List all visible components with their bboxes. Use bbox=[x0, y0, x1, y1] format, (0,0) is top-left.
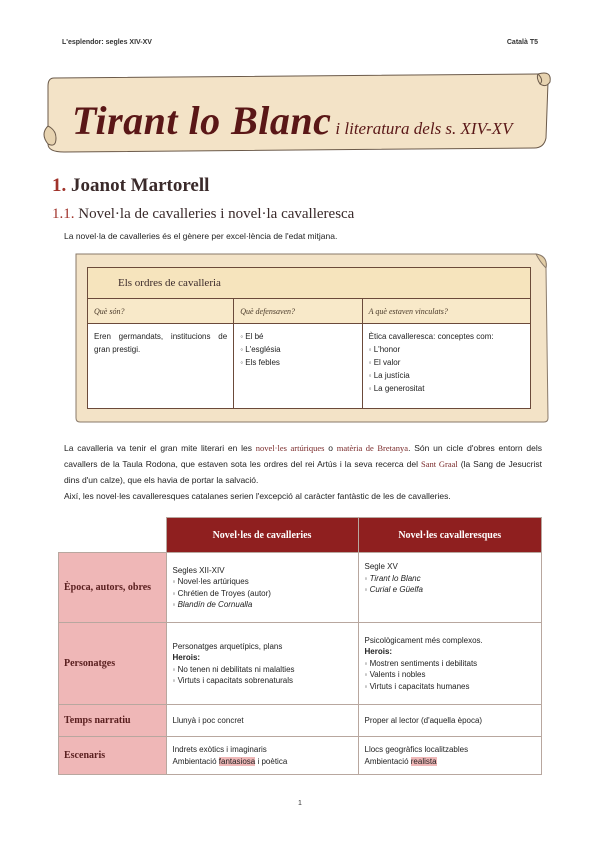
list-item: ◦ L'honor bbox=[369, 343, 524, 356]
cell-subheading: Herois: bbox=[364, 647, 393, 657]
header-left: L'esplendor: segles XIV-XV bbox=[62, 39, 152, 46]
list-item: ◦ No tenen ni debilitats ni malalties bbox=[173, 664, 352, 676]
cell-heading: Psicològicament més complexos. bbox=[364, 635, 483, 645]
subsection-number: 1.1. bbox=[52, 206, 75, 222]
body-paragraph bbox=[64, 440, 542, 504]
cell-personatges-b bbox=[358, 623, 542, 705]
cell-epoca-b bbox=[358, 553, 542, 623]
list-item: ◦ Virtuts i capacitats humanes bbox=[365, 681, 536, 693]
list-item: ◦ La justícia bbox=[369, 369, 524, 382]
orders-header-what: Què són? bbox=[88, 299, 234, 324]
subsection-title: Novel·la de cavalleries i novel·la cavalleresca bbox=[78, 206, 355, 222]
subsection-heading-1-1 bbox=[52, 206, 354, 223]
row-header-escenaris: Escenaris bbox=[59, 737, 167, 775]
paragraph-text: o bbox=[328, 443, 333, 453]
cell-epoca-a bbox=[166, 553, 358, 623]
list-item: ◦ Mostren sentiments i debilitats bbox=[365, 658, 536, 670]
paragraph-text: (la Sang de Jesucrist dins d'un calze), que els havia de portar la salvació. bbox=[64, 459, 543, 485]
paragraph-conclusion: Així, les novel·les cavalleresques catalanes serien l'excepció al caràcter fantàstic de les de cavalleries. bbox=[64, 491, 451, 501]
table-row bbox=[59, 737, 542, 775]
list-item: ◦ Tirant lo Blanc bbox=[365, 573, 536, 585]
table-row bbox=[59, 623, 542, 705]
table-row bbox=[59, 705, 542, 737]
page-number: 1 bbox=[298, 800, 302, 807]
cell-escenaris-a bbox=[166, 737, 358, 775]
orders-table bbox=[87, 267, 531, 409]
list-item: ◦ Virtuts i capacitats sobrenaturals bbox=[173, 675, 352, 687]
list-item: ◦ El bé bbox=[240, 330, 355, 343]
paragraph-text: La cavalleria va tenir el gran mite literari en les bbox=[64, 443, 253, 453]
column-header-cavalleresques: Novel·les cavalleresques bbox=[358, 518, 542, 553]
orders-cell-defended bbox=[234, 324, 362, 409]
row-header-epoca: Època, autors, obres bbox=[59, 553, 167, 623]
row-header-personatges: Personatges bbox=[59, 623, 167, 705]
column-header-cavalleries: Novel·les de cavalleries bbox=[166, 518, 358, 553]
header-right: Català T5 bbox=[506, 39, 538, 46]
banner-title bbox=[72, 97, 512, 144]
list-item: ◦ Els febles bbox=[240, 356, 355, 369]
term-arthurian: novel·les artúriques bbox=[255, 443, 325, 453]
term-holy-grail: Sant Graal bbox=[421, 459, 458, 469]
cell-temps-b: Proper al lector (d'aquella època) bbox=[358, 705, 542, 737]
cell-temps-a: Llunyà i poc concret bbox=[166, 705, 358, 737]
list-item: ◦ Chrétien de Troyes (autor) bbox=[173, 588, 352, 600]
banner-main-title: Tirant lo Blanc bbox=[72, 98, 332, 143]
orders-cell-what: Eren germandats, institucions de gran prestigi. bbox=[88, 324, 234, 409]
cell-line bbox=[365, 756, 536, 768]
cell-line: Llocs geogràfics localitzables bbox=[364, 745, 469, 754]
cell-line bbox=[173, 756, 352, 768]
cell-heading: Segle XV bbox=[364, 562, 398, 571]
orders-table-title: Els ordres de cavalleria bbox=[88, 268, 531, 299]
cell-text: Ambientació bbox=[172, 756, 217, 766]
table-corner bbox=[59, 518, 167, 553]
row-header-temps: Temps narratiu bbox=[59, 705, 167, 737]
cell-personatges-a bbox=[166, 623, 358, 705]
term-brittany: matèria de Bretanya bbox=[336, 443, 409, 453]
banner-subtitle: i literatura dels s. XIV-XV bbox=[335, 119, 513, 138]
table-row bbox=[59, 553, 542, 623]
list-item: ◦ La generositat bbox=[369, 382, 524, 395]
cell-text: i poètica bbox=[257, 756, 288, 766]
intro-text: La novel·la de cavalleries és el gènere per excel·lència de l'edat mitjana. bbox=[64, 231, 338, 241]
paragraph-text: . Són un cicle d'obres entorn dels cavallers de la Taula Rodona, que estaven sota les ordres del rei Artús i la seva recerca del bbox=[64, 443, 542, 469]
highlighted-term: fantasiosa bbox=[218, 756, 256, 766]
cell-text: Ambientació bbox=[364, 756, 409, 766]
orders-ethics-intro: Ètica cavalleresca: conceptes com: bbox=[368, 332, 494, 341]
list-item: ◦ Blandín de Cornualla bbox=[173, 599, 352, 611]
orders-header-defended: Què defensaven? bbox=[234, 299, 362, 324]
cell-escenaris-b bbox=[358, 737, 542, 775]
list-item: ◦ Novel·les artúriques bbox=[173, 576, 352, 588]
highlighted-term: realista bbox=[410, 756, 437, 766]
orders-cell-linked bbox=[362, 324, 530, 409]
cell-line: Indrets exòtics i imaginaris bbox=[172, 745, 267, 754]
list-item: ◦ Curial e Güelfa bbox=[365, 584, 536, 596]
cell-heading: Personatges arquetípics, plans bbox=[172, 641, 283, 651]
list-item: ◦ L'església bbox=[240, 343, 355, 356]
list-item: ◦ El valor bbox=[369, 356, 524, 369]
cell-heading: Segles XII-XIV bbox=[172, 565, 225, 575]
orders-header-linked: A què estaven vinculats? bbox=[362, 299, 530, 324]
section-title: Joanot Martorell bbox=[71, 175, 210, 196]
list-item: ◦ Valents i nobles bbox=[365, 669, 536, 681]
cell-subheading: Herois: bbox=[172, 653, 201, 662]
section-heading-1 bbox=[52, 175, 209, 197]
section-number: 1. bbox=[52, 175, 67, 196]
comparison-table bbox=[58, 517, 542, 775]
